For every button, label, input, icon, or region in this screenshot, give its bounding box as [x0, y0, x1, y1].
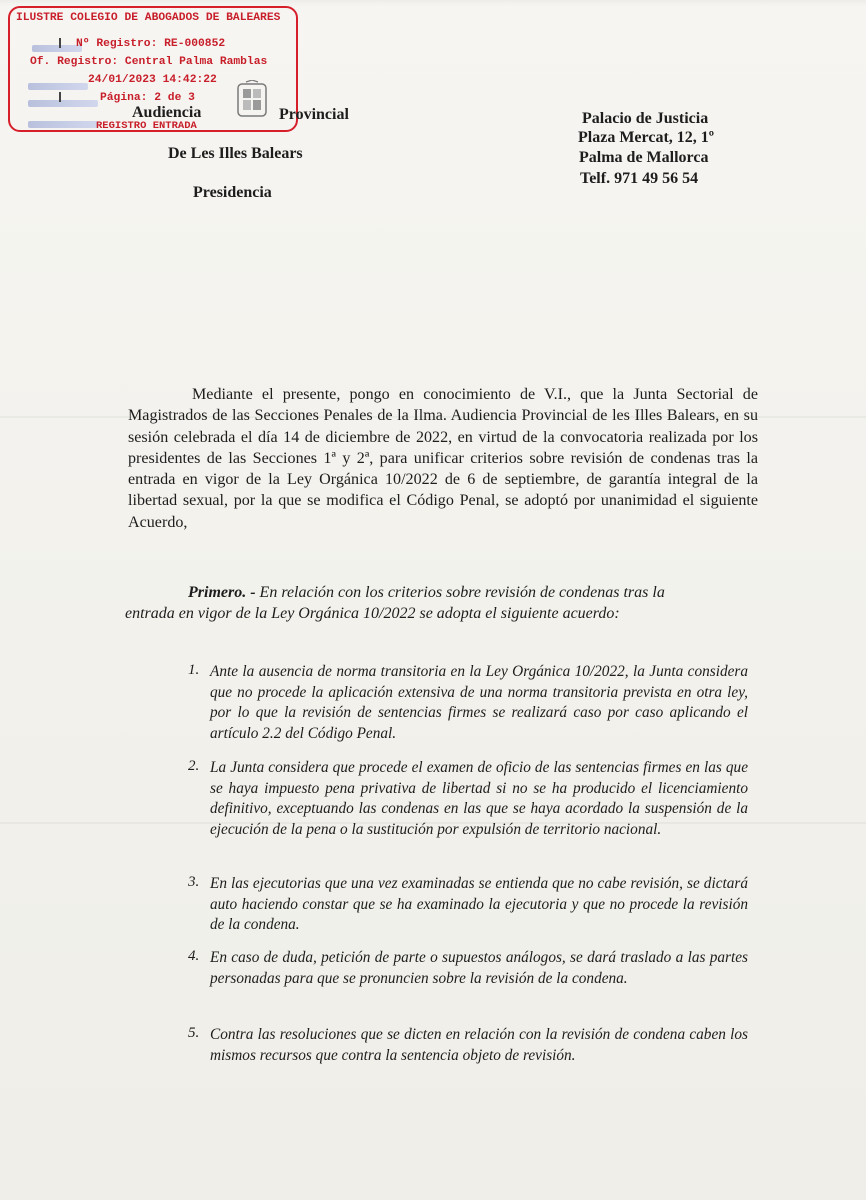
agreement-intro-line1 — [188, 584, 665, 602]
agreement-heading: Primero. - — [188, 584, 256, 601]
body-paragraph-text: Mediante el presente, pongo en conocimiento de V.I., que la Junta Sectorial de Magistrados de las Secciones Penales de la Ilma. Audiencia Provincial de les Illes Balears, en su sesión celebrada el día 14 de diciembre de 2022, en virtud de la convocatoria realizada por los presidentes de las Secciones 1ª y 2ª, para unificar criterios sobre revisión de condenas tras la entrada en vigor de la Ley Orgánica 10/2022 de 6 de septiembre, de garantía integral de la libertad sexual, por la que se modifica el Código Penal, se adoptó por unanimidad el siguiente Acuerdo, — [128, 386, 758, 531]
agreement-intro-text1: En relación con los criterios sobre revisión de condenas tras la — [259, 584, 665, 601]
item-text: La Junta considera que procede el examen de oficio de las sentencias firmes en las que se haya impuesto pena privativa de libertad si no se ha producido el licenciamiento definitivo, exceptuando las condenas en las que se haya acordado la suspensión de la ejecución de la pena o la sustitución por expulsión de territorio nacional. — [210, 759, 748, 838]
stamp-mark — [59, 92, 61, 102]
address-phone: Telf. 971 49 56 54 — [580, 170, 699, 187]
item-number: 5. — [188, 1025, 200, 1041]
stamp-organization: ILUSTRE COLEGIO DE ABOGADOS DE BALEARES — [16, 12, 281, 24]
coat-of-arms-seal — [232, 80, 272, 120]
stamp-office: Of. Registro: Central Palma Ramblas — [30, 56, 268, 68]
address-city: Palma de Mallorca — [579, 149, 709, 166]
item-number: 2. — [188, 758, 200, 774]
item-text: Ante la ausencia de norma transitoria en la Ley Orgánica 10/2022, la Junta considera que no procede la aplicación extensiva de una norma transitoria prevista en otra ley, por lo que la revisión de sentencias firmes se realizará caso por caso aplicando el artículo 2.2 del Código Penal. — [210, 663, 748, 742]
stamp-page: Página: 2 de 3 — [100, 92, 195, 104]
item-text: En las ejecutorias que una vez examinadas se entienda que no cabe revisión, se dictará auto haciendo constar que se ha examinado la ejecutoria y que no procede la revisión de la condena. — [210, 875, 748, 934]
court-name-part2: Provincial — [279, 106, 349, 123]
item-number: 1. — [188, 662, 200, 678]
redaction-bar — [28, 121, 98, 128]
item-text: En caso de duda, petición de parte o supuestos análogos, se dará traslado a las partes personadas para que se pronuncien sobre la revisión de la condena. — [210, 949, 748, 987]
stamp-type: REGISTRO ENTRADA — [96, 120, 197, 132]
court-department: Presidencia — [193, 184, 272, 201]
redaction-bar — [28, 83, 88, 90]
redaction-bar — [28, 100, 98, 107]
address-street: Plaza Mercat, 12, 1º — [578, 129, 715, 146]
court-region: De Les Illes Balears — [168, 145, 303, 162]
item-number: 4. — [188, 948, 200, 964]
item-number: 3. — [188, 874, 200, 890]
redaction-bar — [32, 45, 82, 52]
stamp-registry-number: Nº Registro: RE-000852 — [76, 38, 226, 50]
stamp-datetime: 24/01/2023 14:42:22 — [88, 74, 217, 86]
item-text: Contra las resoluciones que se dicten en relación con la revisión de condena caben los mismos recursos que contra la sentencia objeto de revisión. — [210, 1026, 748, 1064]
stamp-mark — [59, 38, 61, 48]
court-name-part1: Audiencia — [132, 104, 202, 121]
body-paragraph — [128, 384, 758, 533]
agreement-intro-line2: entrada en vigor de la Ley Orgánica 10/2022 se adopta el siguiente acuerdo: — [125, 605, 620, 622]
address-building: Palacio de Justicia — [582, 110, 709, 127]
